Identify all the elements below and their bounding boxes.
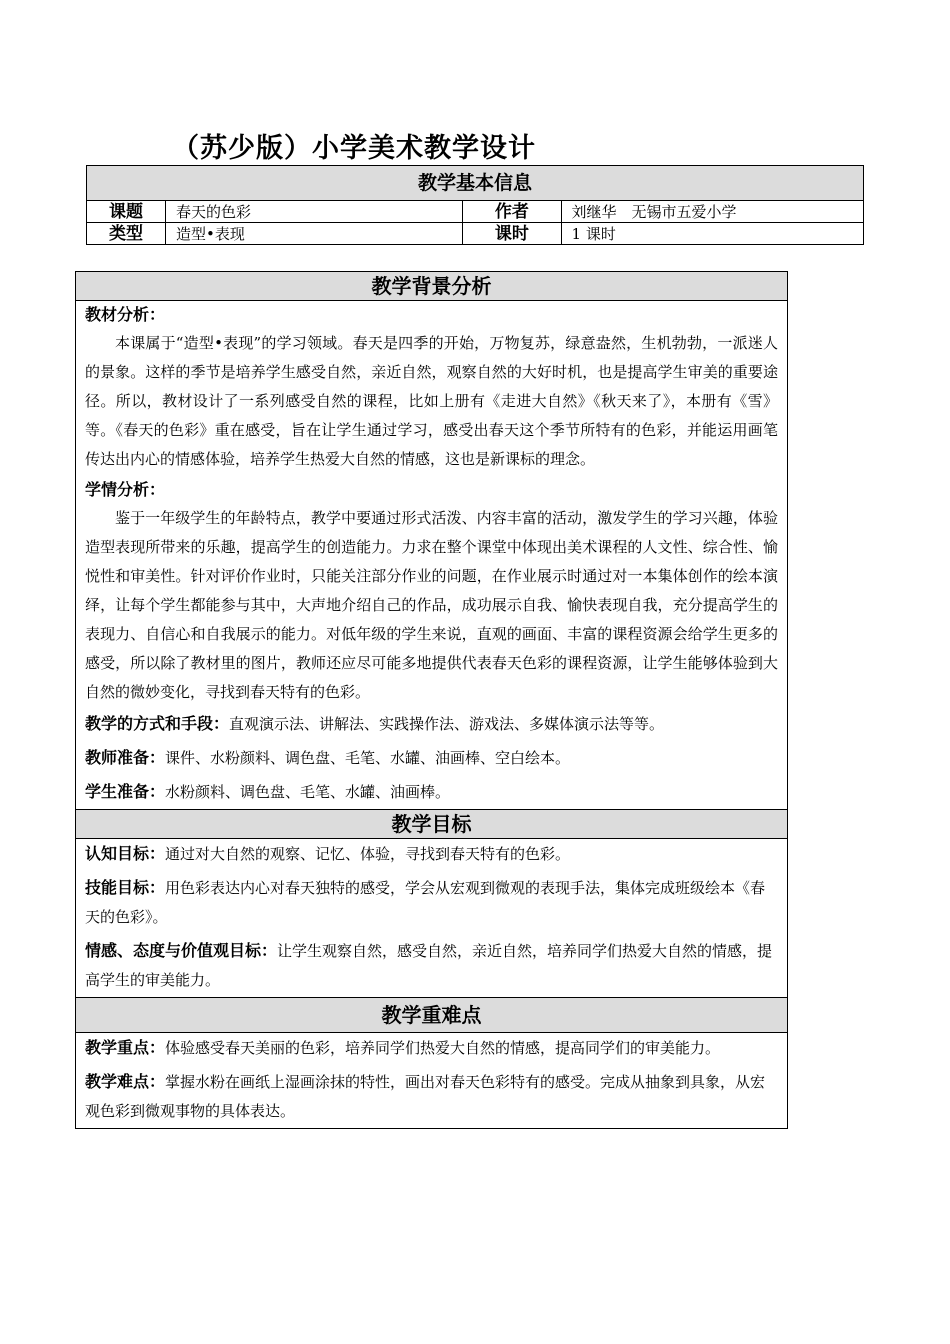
author-value: 刘继华 无锡市五爱小学: [561, 201, 863, 223]
focus-line: [85, 1033, 778, 1063]
document-title: （苏少版）小学美术教学设计: [172, 133, 536, 164]
teacher-prep-label: 教师准备：: [85, 748, 166, 767]
background-section: [76, 301, 787, 810]
student-analysis-text: 鉴于一年级学生的年龄特点，教学中要通过形式活泼、内容丰富的活动，激发学生的学习兴趣，体验造型表现所带来的乐趣，提高学生的创造能力。力求在整个课堂中体现出美术课程的人文性、综合性、愉悦性和审美性。针对评价作业时，只能关注部分作业的问题，在作业展示时通过对一本集体创作的绘本演绎，让每个学生都能参与其中，大声地介绍自己的作品，成功展示自我、愉快表现自我，充分提高学生的表现力、自信心和自我展示的能力。对低年级的学生来说，直观的画面、丰富的课程资源会给学生更多的感受，所以除了教材里的图片，教师还应尽可能多地提供代表春天色彩的课程资源，让学生能够体验到大自然的微妙变化，寻找到春天特有的色彩。: [85, 509, 778, 701]
cognitive-goal-label: 认知目标：: [85, 844, 166, 863]
lesson-plan-table: [75, 271, 788, 1129]
basic-info-table: [86, 165, 864, 245]
period-label: 课时: [463, 223, 561, 245]
basic-info-header: 教学基本信息: [87, 166, 864, 201]
focus-text: 体验感受春天美丽的色彩，培养同学们热爱大自然的情感，提高同学们的审美能力。: [165, 1039, 721, 1057]
type-value: 造型•表现: [166, 223, 463, 245]
student-analysis-label: 学情分析：: [85, 480, 166, 499]
background-header: 教学背景分析: [76, 272, 787, 301]
emotion-goal-line: [85, 936, 778, 995]
goals-section: [76, 839, 787, 998]
topic-value: 春天的色彩: [166, 201, 463, 223]
emotion-goal-label: 情感、态度与价值观目标：: [85, 941, 278, 960]
key-points-section: [76, 1033, 787, 1126]
student-prep-text: 水粉颜料、调色盘、毛笔、水罐、油画棒。: [165, 783, 451, 801]
focus-label: 教学重点：: [85, 1038, 166, 1057]
student-prep-line: [85, 777, 778, 807]
difficulty-line: [85, 1067, 778, 1126]
author-label: 作者: [463, 201, 561, 223]
teacher-prep-line: [85, 743, 778, 773]
cognitive-goal-text: 通过对大自然的观察、记忆、体验，寻找到春天特有的色彩。: [165, 845, 571, 863]
teaching-method-label: 教学的方式和手段：: [85, 714, 230, 733]
topic-label: 课题: [87, 201, 166, 223]
table-row: [87, 223, 864, 245]
teaching-method-line: [85, 709, 778, 739]
skill-goal-text: 用色彩表达内心对春天独特的感受，学会从宏观到微观的表现手法，集体完成班级绘本《春天的色彩》。: [85, 879, 766, 926]
difficulty-label: 教学难点：: [85, 1072, 166, 1091]
emotion-goal-text: 让学生观察自然，感受自然，亲近自然，培养同学们热爱大自然的情感，提高学生的审美能力。: [85, 942, 773, 989]
teaching-method-text: 直观演示法、讲解法、实践操作法、游戏法、多媒体演示法等等。: [229, 715, 665, 733]
student-prep-label: 学生准备：: [85, 782, 166, 801]
skill-goal-line: [85, 873, 778, 932]
table-row: [87, 201, 864, 223]
period-value: 1 课时: [561, 223, 863, 245]
material-analysis-label: 教材分析：: [85, 305, 166, 324]
cognitive-goal-line: [85, 839, 778, 869]
key-points-header: 教学重难点: [76, 998, 787, 1033]
goals-header: 教学目标: [76, 810, 787, 839]
material-analysis-text: 本课属于“造型•表现”的学习领域。春天是四季的开始，万物复苏，绿意盎然，生机勃勃，一派迷人的景象。这样的季节是培养学生感受自然，亲近自然，观察自然的大好时机，也是提高学生审美的重要途径。所以，教材设计了一系列感受自然的课程，比如上册有《走进大自然》《秋天来了》，本册有《雪》等。《春天的色彩》重在感受，旨在让学生通过学习，感受出春天这个季节所特有的色彩，并能运用画笔传达出内心的情感体验，培养学生热爱大自然的情感，这也是新课标的理念。: [85, 334, 778, 468]
type-label: 类型: [87, 223, 166, 245]
teacher-prep-text: 课件、水粉颜料、调色盘、毛笔、水罐、油画棒、空白绘本。: [165, 749, 571, 767]
skill-goal-label: 技能目标：: [85, 878, 166, 897]
difficulty-text: 掌握水粉在画纸上湿画涂抹的特性，画出对春天色彩特有的感受。完成从抽象到具象，从宏观色彩到微观事物的具体表达。: [85, 1073, 766, 1120]
